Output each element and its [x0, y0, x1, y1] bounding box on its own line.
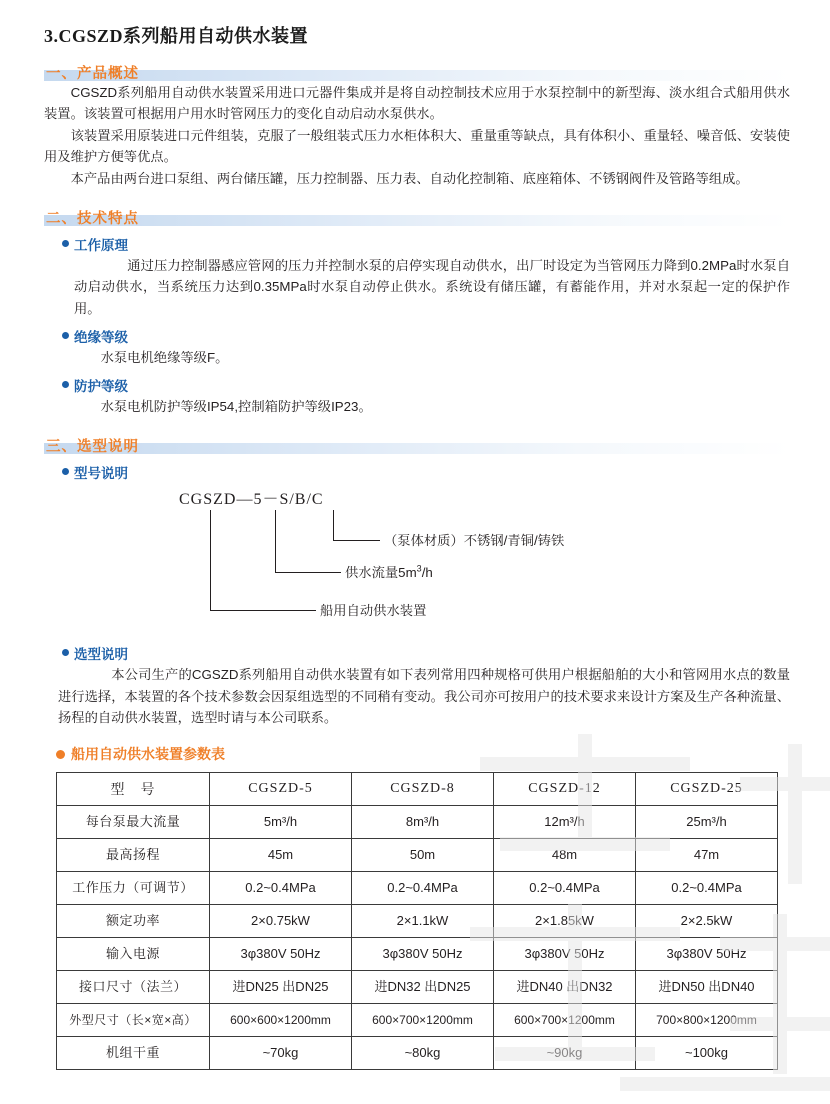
row-label: 最高扬程 — [57, 839, 210, 872]
row-cell: 0.2~0.4MPa — [210, 872, 352, 905]
leader-label-material: （泵体材质）不锈钢/青铜/铸铁 — [384, 533, 565, 549]
row-label: 外型尺寸（长×宽×高） — [57, 1004, 210, 1037]
row-cell: 进DN25 出DN25 — [210, 971, 352, 1004]
table-row — [57, 806, 778, 839]
row-label: 工作压力（可调节） — [57, 872, 210, 905]
feature-item-protection-label: 防护等级 — [74, 379, 128, 395]
row-cell: 2×1.85kW — [494, 905, 636, 938]
row-cell: 3φ380V 50Hz — [636, 938, 778, 971]
row-cell: 50m — [352, 839, 494, 872]
row-cell: ~80kg — [352, 1037, 494, 1070]
row-label: 接口尺寸（法兰） — [57, 971, 210, 1004]
section-band-background — [44, 215, 790, 226]
row-label: 额定功率 — [57, 905, 210, 938]
row-cell: 3φ380V 50Hz — [210, 938, 352, 971]
row-cell: 700×800×1200mm — [636, 1004, 778, 1037]
feature-item-insulation-text: 水泵电机绝缘等级F。 — [100, 349, 229, 365]
selection-subheading — [62, 643, 790, 663]
bullet-dot-icon — [62, 332, 69, 339]
bullet-dot-icon — [56, 750, 65, 759]
row-cell: ~100kg — [636, 1037, 778, 1070]
row-cell: 8m³/h — [352, 806, 494, 839]
selection-subheading-label: 选型说明 — [74, 647, 128, 663]
row-cell: 2×2.5kW — [636, 905, 778, 938]
leader-line-device — [210, 510, 316, 611]
bullet-dot-icon — [62, 649, 69, 656]
table-header-cell-0: 型 号 — [57, 773, 210, 806]
row-cell: 3φ380V 50Hz — [494, 938, 636, 971]
row-cell: 2×0.75kW — [210, 905, 352, 938]
section-heading-selection-label: 三、选型说明 — [46, 439, 139, 456]
feature-item-principle-label: 工作原理 — [74, 238, 128, 253]
row-cell: 600×700×1200mm — [352, 1004, 494, 1037]
row-label: 机组干重 — [57, 1037, 210, 1070]
leader-label-flow: 供水流量$5m^3/h$ — [345, 563, 433, 581]
bullet-dot-icon — [62, 381, 69, 388]
table-header-cell-3: CGSZD-12 — [494, 773, 636, 806]
table-header-cell-2: CGSZD-8 — [352, 773, 494, 806]
row-cell: ~70kg — [210, 1037, 352, 1070]
section-heading-overview — [44, 62, 790, 82]
table-caption — [56, 744, 790, 764]
leader-label-device: 船用自动供水装置 — [320, 603, 427, 619]
bullet-dot-icon — [62, 468, 69, 475]
model-code-subheading-label: 型号说明 — [74, 466, 128, 482]
row-cell: 进DN50 出DN40 — [636, 971, 778, 1004]
overview-paragraph-3: 本产品由两台进口泵组、两台储压罐，压力控制器、压力表、自动化控制箱、底座箱体、不锈钢阀件及管路等组成。 — [70, 171, 749, 186]
table-row — [57, 971, 778, 1004]
section-heading-selection — [44, 435, 790, 455]
table-row — [57, 872, 778, 905]
row-cell: 47m — [636, 839, 778, 872]
table-row — [57, 938, 778, 971]
feature-item-protection-text: 水泵电机防护等级IP54,控制箱防护等级IP23。 — [100, 399, 372, 415]
row-cell: 0.2~0.4MPa — [494, 872, 636, 905]
row-cell: 0.2~0.4MPa — [352, 872, 494, 905]
row-cell: 45m — [210, 839, 352, 872]
row-cell: 进DN40 出DN32 — [494, 971, 636, 1004]
row-cell: 600×600×1200mm — [210, 1004, 352, 1037]
row-cell: 12m³/h — [494, 806, 636, 839]
section-heading-features-label: 二、技术特点 — [46, 211, 139, 227]
page-title-number: 3. — [44, 26, 59, 46]
table-header-row — [57, 773, 778, 806]
section-band-background — [44, 443, 790, 454]
overview-paragraph-1: CGSZD系列船用自动供水装置采用进口元器件集成并是将自动控制技术应用于水泵控制中的新型海、淡水组合式船用供水装置。该装置可根据用户用水时管网压力的变化自动启动水泵供水。 — [44, 85, 790, 121]
model-code-diagram — [44, 486, 790, 636]
feature-item-insulation — [62, 326, 790, 346]
table-header-cell-1: CGSZD-5 — [210, 773, 352, 806]
section-band-background — [44, 70, 790, 81]
page-title — [44, 22, 790, 48]
feature-item-principle-text: 通过压力控制器感应管网的压力并控制水泵的启停实现自动供水，出厂时设定为当管网压力降到0.2MPa时水泵自动启动供水，当系统压力达到0.35MPa时水泵自动停止供水。系统设有储压罐，有蓄能作用，并对水泵起一定的保护作用。 — [74, 258, 790, 316]
overview-paragraph-2: 该装置采用原装进口元件组装，克服了一般组装式压力水柜体积大、重量重等缺点，具有体积小、重量轻、噪音低、安装使用及维护方便等优点。 — [44, 128, 790, 164]
spec-table — [56, 772, 778, 1070]
model-code-subheading — [62, 462, 790, 482]
model-code-string: CGSZD—5－S/B/C — [179, 491, 324, 509]
row-label: 输入电源 — [57, 938, 210, 971]
selection-text: 本公司生产的CGSZD系列船用自动供水装置有如下表列常用四种规格可供用户根据船舶的大小和管网用水点的数量进行选择，本装置的各个技术参数会因泵组选型的不同稍有变动。我公司亦可按用户的技术要求来设计方案及生产各种流量、扬程的自动供水装置，选型时请与本公司联系。 — [58, 667, 790, 725]
bullet-dot-icon — [62, 240, 69, 247]
row-cell: 0.2~0.4MPa — [636, 872, 778, 905]
table-row — [57, 905, 778, 938]
row-cell: 进DN32 出DN25 — [352, 971, 494, 1004]
feature-item-insulation-label: 绝缘等级 — [74, 329, 128, 345]
row-cell: 600×700×1200mm — [494, 1004, 636, 1037]
section-heading-overview-label: 一、产品概述 — [46, 66, 139, 82]
feature-item-protection — [62, 375, 790, 395]
row-cell: 25m³/h — [636, 806, 778, 839]
row-cell: 2×1.1kW — [352, 905, 494, 938]
table-row — [57, 1037, 778, 1070]
table-row — [57, 1004, 778, 1037]
feature-item-principle — [62, 234, 790, 254]
page-title-text: CGSZD系列船用自动供水装置 — [58, 26, 309, 46]
row-cell: 48m — [494, 839, 636, 872]
row-label: 每台泵最大流量 — [57, 806, 210, 839]
row-cell: 5m³/h — [210, 806, 352, 839]
row-cell: 3φ380V 50Hz — [352, 938, 494, 971]
table-row — [57, 839, 778, 872]
section-heading-features — [44, 207, 790, 227]
table-header-cell-4: CGSZD-25 — [636, 773, 778, 806]
table-caption-label: 船用自动供水装置参数表 — [71, 746, 225, 763]
row-cell: ~90kg — [494, 1037, 636, 1070]
